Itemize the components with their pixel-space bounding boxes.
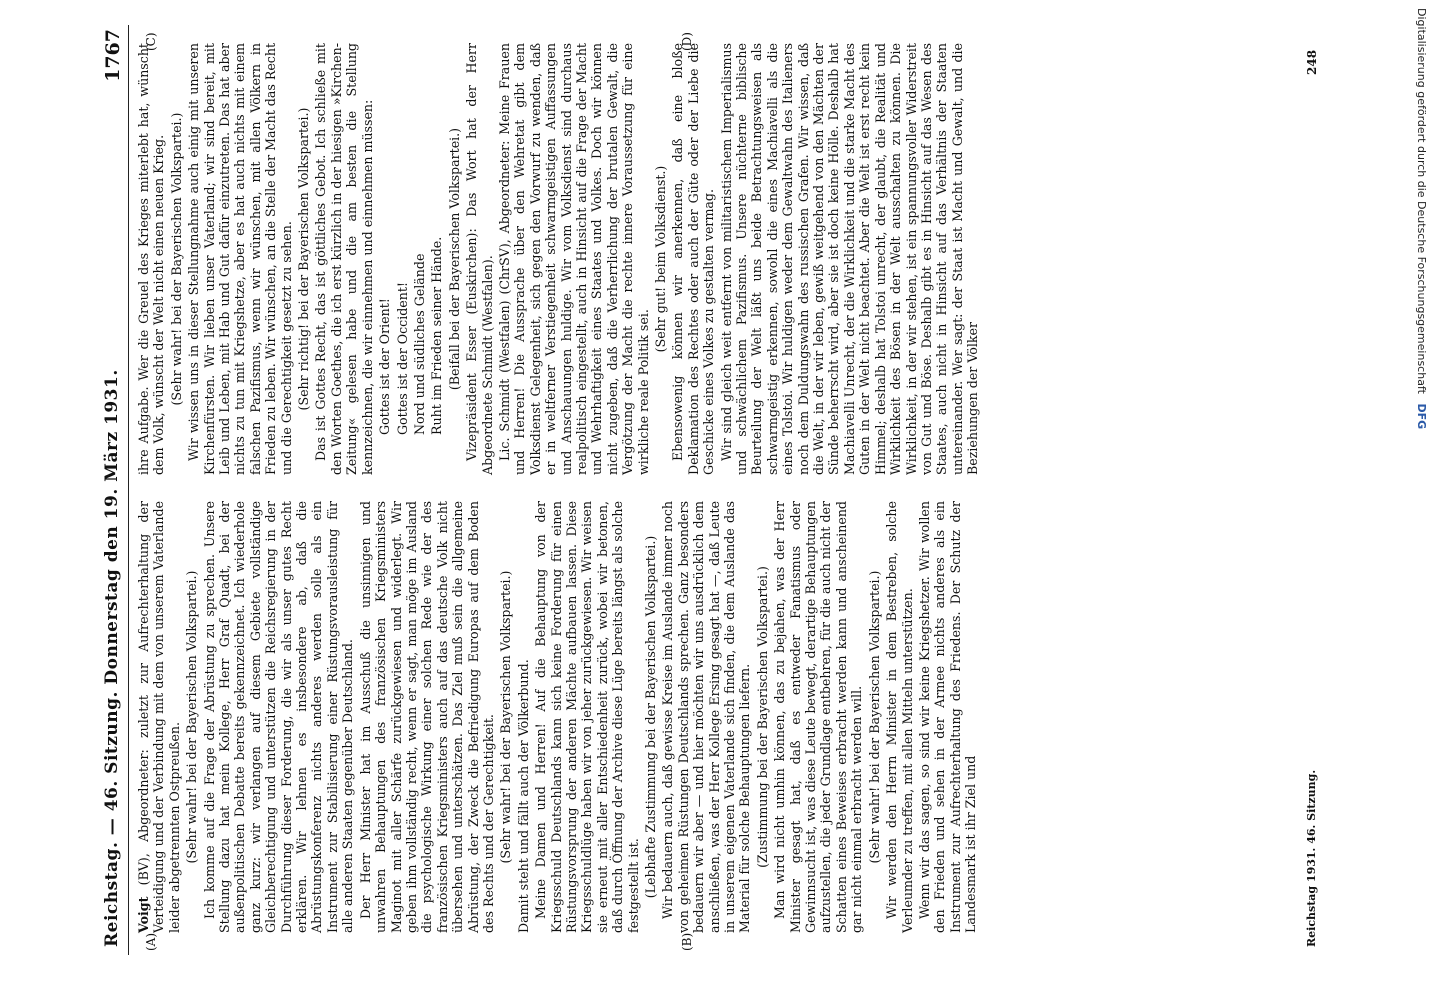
interjection (755, 501, 770, 933)
dfg-logo: DFG (1415, 403, 1428, 430)
paragraph-text: (Zustimmung bei der Bayerischen Volkspartei.) (754, 566, 770, 868)
paragraph-text: Ich komme auf die Frage der Abrüstung zu sprechen. Unsere Stellung dazu hat mein Kollege, Herr Graf Quadt, bei der außenpolitischen Debatte bereits gekennzeichnet. Ich wiederhole ganz kurz: wir verlangen auf diesem Gebiete vollständige Gleichberechtigung und unterstützen die Reichsregierung in der Durchführung dieser Forderung, die wir als unser gutes Recht erklären. Wir lehnen es insbesondere ab, daß die Abrüstungskonferenz nichts anderes werden solle als ein Instrument zur Stabilisierung einer Rüstungsvorausleistung für alle anderen Staaten gegenüber Deutschland. (201, 501, 356, 933)
paragraph (660, 501, 752, 933)
interjection (296, 43, 311, 475)
margin-mark-b: (B) (680, 932, 694, 951)
paragraph-text: (Sehr gut! beim Volksdienst.) (653, 165, 668, 353)
paragraph (186, 43, 294, 475)
interjection (867, 501, 882, 933)
paragraph (464, 43, 495, 475)
interjection (447, 43, 462, 475)
paragraph-text: Wir wissen uns in dieser Stellungnahme auch einig mit unseren Kirchenfürsten. Wir lieben unser Vaterland; wir sind bereit, mit Leib und Leben, mit Hab und Gut dafür einzutreten. Das hat aber nichts zu tun mit Kriegshetze, aber es hat auch nichts mit einem falschen Pazifismus, wenn wir wünschen, mit allen Völkern in Frieden zu leben. Wir wünschen, an die Stelle der Macht das Recht und die Gerechtigkeit gesetzt zu sehen. (186, 43, 294, 475)
page-footer-left: Reichstag 1931. 46. Sitzung. (1305, 769, 1318, 947)
paragraph (313, 43, 375, 475)
paragraph-text: (Beifall bei der Bayerischen Volkspartei.) (446, 127, 462, 391)
paragraph (358, 501, 497, 933)
paragraph-text: (Sehr wahr! bei der Bayerischen Volkspartei.) (866, 570, 882, 864)
paragraph-text: (Sehr wahr! bei der Bayerischen Volkspartei.) (168, 112, 184, 406)
paragraph (136, 43, 167, 475)
interjection (184, 501, 199, 933)
dfg-notice-text (1412, 8, 1430, 988)
paragraph-text: Wir werden den Herrn Minister in dem Bestreben, solche Verleumder zu treffen, mit allen Mitteln unterstützen. (884, 501, 915, 933)
interjection (643, 501, 658, 933)
paragraph-text: (Lebhafte Zustimmung bei der Bayerischen Volkspartei.) (643, 535, 658, 899)
poem-block (377, 43, 445, 435)
paragraph-text: Ebensowenig können wir anerkennen, daß eine bloße Deklamation des Rechtes oder auch der Güte oder der Liebe die Geschicke eines Volkes zu gestalten vermag. (670, 43, 717, 475)
paragraph-text: Wir sind gleich weit entfernt von militaristischem Imperialismus und schwächlichem Pazifismus. Unsere nüchterne biblische Beurteilung der Welt läßt uns beide Betrachtungsweisen als schwarmgeistig erkennen, sowohl die eines Machiavelli als die eines Tolstoi. Wir huldigen weder dem Gewaltwahn des Italieners noch dem Duldungswahn des russischen Grafen. Wir wissen, daß die Welt, in der wir leben, gewiß weitgehend von den Mächten der Sünde beherrscht wird, aber sie ist doch keine Hölle. Deshalb hat Machiavelli Unrecht, der die Wirklichkeit und die starke Macht des Guten in der Welt nicht beachtet. Aber die Welt ist erst recht kein Himmel; deshalb hat Tolstoi unrecht, der glaubt, die Realität und Wirklichkeit des Bösen in der Welt ausschalten zu können. Die Wirklichkeit, in der wir stehen, ist ein spannungsvoller Widerstreit von Gut und Böse. Deshalb gibt es in Hinsicht auf das Wesen des Staates, auch nicht in Hinsicht auf das Verhältnis der Staaten untereinander. Wer sagt: der Staat ist Macht und Gewalt, und die Beziehungen der Völker (718, 43, 981, 475)
speaker-name: Voigt (136, 896, 151, 933)
dfg-notice-label: Digitalisierung gefördert durch die Deutsche Forschungsgemeinschaft (1415, 8, 1428, 394)
paragraph-text: Das ist Gottes Recht, das ist göttliches Gebot. Ich schließe mit den Worten Goethes, die ich erst kürzlich in der hiesigen »Kirchen-Zeitung« gelesen habe und die am besten die Stellung kennzeichnen, die wir einnehmen und einnehmen müssen: (313, 43, 375, 475)
paragraph-text: (Sehr wahr! bei der Bayerischen Volkspartei.) (184, 570, 200, 864)
interjection (498, 501, 513, 933)
paragraph-text: (Sehr richtig! bei der Bayerischen Volkspartei.) (296, 107, 312, 411)
paragraph-text: Vizepräsident Esser (Euskirchen): Das Wort hat der Herr Abgeordnete Schmidt (Westfalen). (464, 43, 495, 475)
paragraph-text: Lic. Schmidt (Westfalen) (ChrSV), Abgeordneter: Meine Frauen und Herren! Die Aussprache über den Wehretat gibt dem Volksdienst Gelegenheit, sich gegen den Vorwurf zu wenden, daß er in weltferner Verstiegenheit schwarmgeistigen Auffassungen und Anschauungen huldige. Wir vom Volksdienst sind durchaus realpolitisch eingestellt, auch in Hinsicht auf die Frage der Macht und Wehrhaftigkeit eines Staates und Volkes. Doch wir können nicht zugeben, daß die Verherrlichung der brutalen Gewalt, die Vergötzung der Macht die rechte innere Voraussetzung für eine wirkliche reale Politik sei. (496, 43, 651, 475)
paragraph (516, 501, 531, 933)
paragraph-text: Der Herr Minister hat im Ausschuß die unsinnigen und unwahren Behauptungen des französischen Kriegsministers Maginot mit aller Schärfe zurückgewiesen und widerlegt. Wir geben ihm vollständig recht, wenn er sagt, man möge im Ausland die psychologische Wirkung einer solchen Rede wie der des französischen Kriegsministers auch auf das deutsche Volk nicht übersehen und unterschätzen. Das Ziel muß sein die allgemeine Abrüstung, der Zweck die Befriedigung Europas auf dem Boden des Rechts und der Gerechtigkeit. (357, 501, 496, 933)
document-page (100, 25, 1325, 955)
paragraph-text: (BV), Abgeordneter: zuletzt zur Aufrechterhaltung der Verteidigung und der Verbindung mit dem von unserem Vaterlande leider abgetrennten Ostpreußen. (136, 501, 182, 933)
paragraph-text: Wenn wir das sagen, so sind wir keine Kriegshetzer. Wir wollen den Frieden und sehen in der Armee nichts anderes als ein Instrument zur Aufrechterhaltung des Friedens. Der Schutz der Landesmark ist ihr Ziel und (916, 501, 979, 933)
dfg-notice (1412, 8, 1430, 988)
paragraph-text: (Sehr wahr! bei der Bayerischen Volkspartei.) (498, 570, 514, 864)
paragraph (670, 43, 716, 475)
margin-mark-d: (D) (680, 32, 694, 51)
page-footer-right: 248 (1305, 49, 1319, 75)
poem-line: Nord und südliches Gelände (411, 253, 427, 435)
paragraph-text: Man wird nicht umhin können, das zu bejahen, was der Herr Minister gesagt hat, daß es entweder Fanatismus oder Gewinnsucht ist, was diese Leute bewegt, derartige Behauptungen aufzustellen, die jeder Grundlage entbehren, für die auch nicht der Schatten eines Beweises erbracht werden kann und anscheinend gar nicht einmal erbracht werden will. (772, 501, 865, 933)
paragraph-text: Meine Damen und Herren! Auf die Behauptung von der Kriegsschuld Deutschlands kann sich keine Forderung für einen Rüstungsvorsprung der anderen Mächte aufbauen lassen. Diese Kriegsschuldlüge haben wir von jeher zurückgewiesen. Wir weisen sie erneut mit aller Entschiedenheit zurück, wobei wir betonen, daß durch Öffnung der Archive diese Lüge bereits längst als solche festgestellt ist. (533, 501, 641, 933)
left-column (136, 501, 981, 933)
margin-mark-c: (C) (144, 32, 158, 51)
poem-line: Gottes ist der Orient! (377, 298, 393, 435)
paragraph-text: ihre Aufgabe. Wer die Greuel des Krieges miterlebt hat, wünscht dem Volk, wünscht der Welt nicht einen neuen Krieg. (136, 43, 167, 475)
paragraph (533, 501, 641, 933)
poem-line: Gottes ist der Occident! (394, 282, 410, 435)
interjection (653, 43, 668, 475)
paragraph (772, 501, 864, 933)
paragraph-text: Wir bedauern auch, daß gewisse Kreise im Auslande immer noch von geheimen Rüstungen Deutschlands sprechen. Ganz besonders bedauern wir aber — und hier möchten wir uns ausdrücklich dem anschließen, was der Herr Kollege Ersing gesagt hat —, daß Leute in unserem eigenen Vaterlande sich finden, die dem Auslande das Material für solche Behauptungen liefern. (660, 501, 753, 933)
margin-mark-a: (A) (144, 932, 158, 951)
paragraph (719, 43, 981, 475)
paragraph-text: Damit steht und fällt auch der Völkerbund. (515, 659, 531, 933)
page-number: 1767 (102, 29, 124, 82)
interjection (169, 43, 184, 475)
poem-line: Ruht im Frieden seiner Hände. (429, 236, 445, 435)
paragraph (202, 501, 356, 933)
paragraph (497, 43, 651, 475)
page-header (100, 25, 129, 955)
paragraph (917, 501, 979, 933)
paragraph (884, 501, 915, 933)
right-column (136, 43, 983, 475)
page-title: Reichstag. — 46. Sitzung. Donnerstag den 19. März 1931. (102, 369, 122, 947)
paragraph (136, 501, 182, 933)
